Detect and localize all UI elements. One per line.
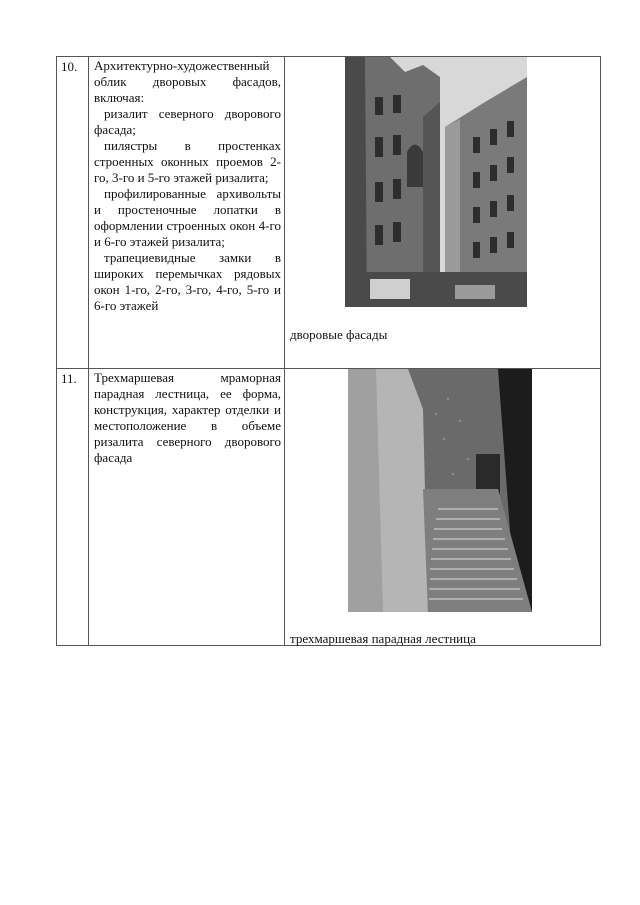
photo-caption: дворовые фасады [290, 327, 388, 342]
description-paragraph: пилястры в простенках строенных оконных проемов 2-го, 3-го и 5-го этажей ризалита; [94, 138, 281, 185]
feature-description [89, 369, 284, 466]
courtyard-facades-photo [345, 57, 527, 307]
table-row [57, 57, 601, 369]
photo-caption: трехмаршевая парадная лестница [290, 631, 476, 646]
photo-cell [285, 369, 601, 646]
feature-description [89, 57, 284, 314]
description-cell [89, 369, 285, 646]
row-number-cell [57, 369, 89, 646]
description-cell [89, 57, 285, 369]
row-number: 10. [61, 59, 78, 74]
description-paragraph: трапециевидные замки в широких перемычках рядовых окон 1-го, 2-го, 3-го, 4-го, 5-го и 6-го этажей [94, 250, 281, 313]
staircase-photo [348, 369, 532, 612]
description-paragraph: профилированные архивольты и простеночные лопатки в оформлении строенных окон 4-го и 6-го этажей ризалита; [94, 186, 281, 249]
description-paragraph: Трехмаршевая мраморная парадная лестница, ее форма, конструкция, характер отделки и местоположение в объеме ризалита северного дворового фасада [94, 370, 281, 465]
description-paragraph: ризалит северного дворового фасада; [94, 106, 281, 137]
photo-cell [285, 57, 601, 369]
monument-features-table [56, 56, 601, 646]
row-number: 11. [61, 371, 77, 386]
table-row [57, 369, 601, 646]
description-paragraph: Архитектурно-художественный облик дворовых фасадов, включая: [94, 58, 281, 105]
row-number-cell [57, 57, 89, 369]
